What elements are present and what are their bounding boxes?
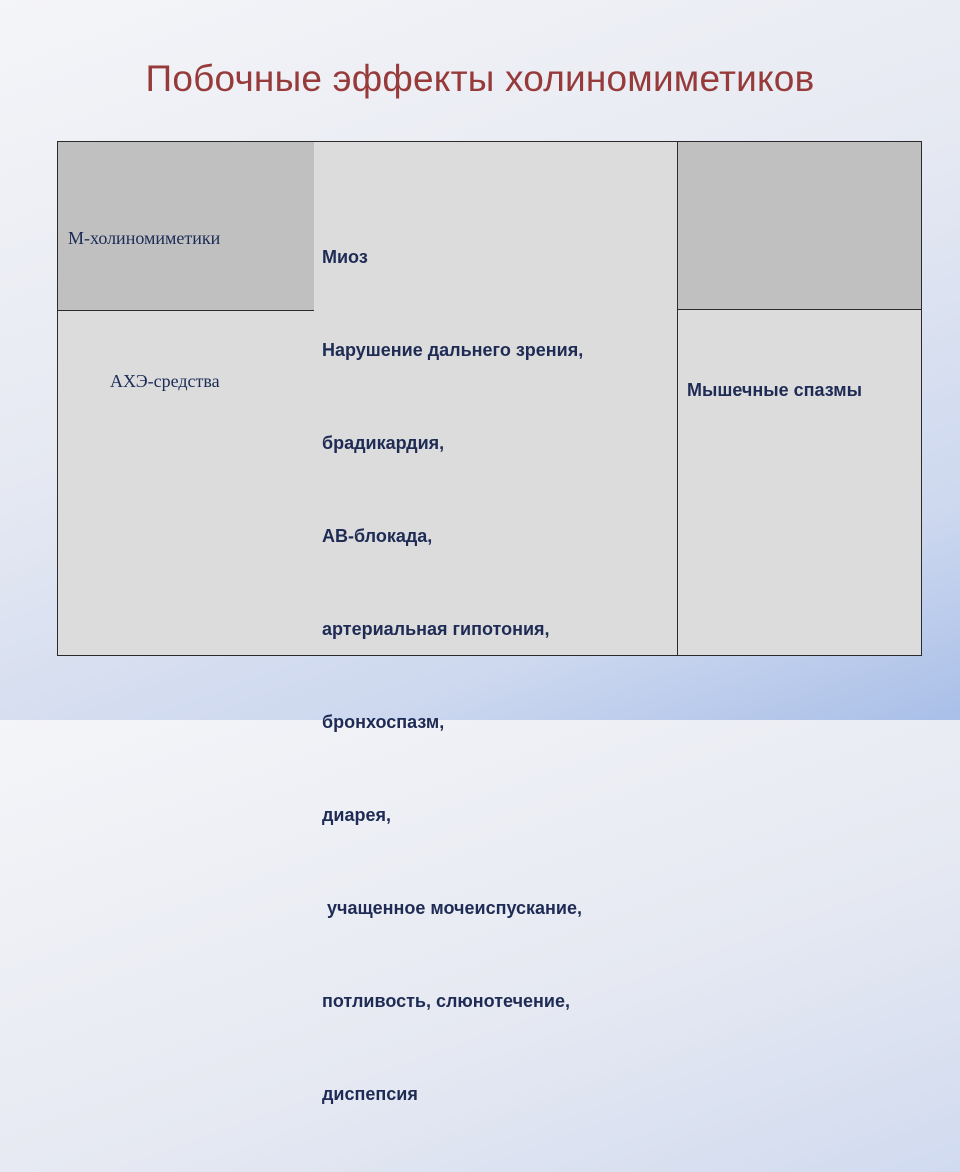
side-effects-list xyxy=(322,180,583,1172)
list-item: диспепсия xyxy=(322,1084,418,1104)
table-cell-muscle-spasms xyxy=(677,309,922,656)
m-cholinomimetics-label: М-холиномиметики xyxy=(68,228,221,248)
list-item: Нарушение дальнего зрения, xyxy=(322,340,584,360)
list-item: учащенное мочеиспускание, xyxy=(322,898,582,918)
table-cell-side-effects xyxy=(314,141,678,1104)
muscle-spasms-label: Мышечные спазмы xyxy=(687,380,862,400)
table-cell-right-header xyxy=(677,141,922,310)
list-item: Миоз xyxy=(322,247,368,267)
list-item: бронхоспазм, xyxy=(322,712,445,732)
list-item: артериальная гипотония, xyxy=(322,619,550,639)
ache-agents-label: АХЭ-средства xyxy=(110,371,220,391)
list-item: потливость, слюнотечение, xyxy=(322,991,571,1011)
slide-title: Побочные эффекты холиномиметиков xyxy=(145,58,815,99)
list-item: диарея, xyxy=(322,805,392,825)
table-cell-ache-agents xyxy=(57,310,315,656)
list-item: АВ-блокада, xyxy=(322,526,433,546)
list-item: брадикардия, xyxy=(322,433,445,453)
table-cell-m-cholinomimetics xyxy=(57,141,315,311)
